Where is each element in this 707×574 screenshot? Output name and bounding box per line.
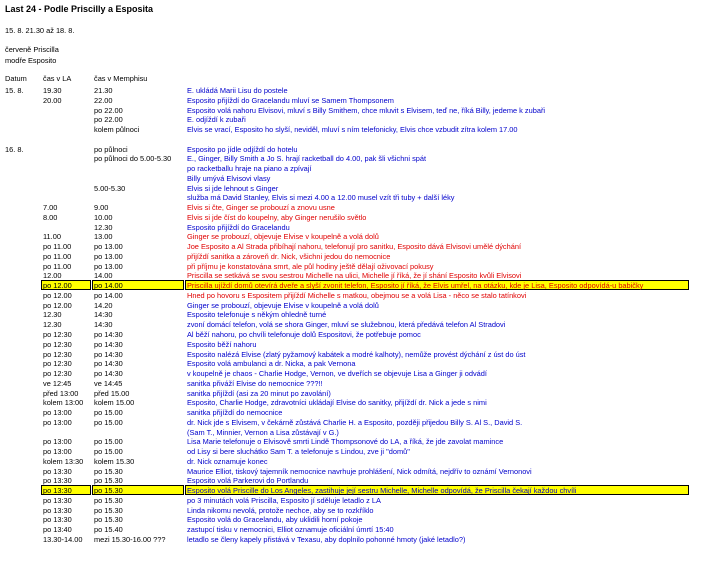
event-cell: při příjmu je konstatována smrt, ale půl hodiny ještě dělají oživovací pokusy [187,261,434,271]
event-cell: E. ukládá Marii Lisu do postele [187,86,288,95]
memphis-time-cell: 14:30 [94,320,113,330]
memphis-time-cell: ve 14:45 [94,378,123,388]
table-row [0,525,707,534]
event-cell: Esposito, Charlie Hodge, zdravotníci ukládají Elvise do sanitky, přijíždí dr. Nick a jede s nimi [187,398,487,408]
table-row [0,125,707,134]
event-cell: Esposito nalézá Elvise (zlatý pyžamový kabátek a modré kalhoty), nemůže provést dýchání z úst do úst [187,349,526,359]
event-cell: Esposito volá Priscille do Los Angeles, zastihuje její sestru Michelle, Michelle odpovídá, že Priscilla čekají každou chvíli [187,486,577,496]
la-time-cell: po 11.00 [43,242,72,252]
table-row [0,232,707,241]
memphis-time-cell: po 14.00 [94,281,123,291]
event-cell: po 3 minutách volá Priscilla, Esposito jí sděluje letadlo z LA [187,495,381,505]
page-title: Last 24 - Podle Priscilly a Esposita [5,4,154,14]
la-time-cell: po 12.00 [43,300,72,310]
memphis-time-cell: kolem 15.30 [94,456,135,466]
event-cell: Elvis si jde číst do koupelny, aby Ginger nerušilo světlo [187,212,367,222]
memphis-time-cell: kolem 15.00 [94,398,135,408]
header-memphis: čas v Memphisu [94,74,148,83]
la-time-cell: 12.00 [43,271,62,281]
table-row [0,310,707,319]
event-cell: (Sam T., Minnier, Vernon a Lisa zůstávají v G.) [187,427,339,437]
event-cell: sanitka přiváží Elvise do nemocnice ???!! [187,378,323,388]
table-row [0,291,707,300]
memphis-time-cell: po 14:30 [94,369,123,379]
memphis-time-cell: po 13.00 [94,242,123,252]
memphis-time-cell: po 15.00 [94,437,123,447]
la-time-cell: po 13:30 [43,486,72,496]
event-cell: služba má David Stanley, Elvis si mezi 4.00 a 12.00 musel vzít tři tuby + další léky [187,193,455,203]
table-row [0,486,707,495]
legend-esposito: modře Esposito [5,56,57,65]
event-cell: Lisa Marie telefonuje o Elvisově smrti Lindě Thompsonové do LA, a říká, že jde zavolat mamince [187,437,504,447]
memphis-time-cell: 5.00-5.30 [94,183,126,193]
event-cell: Maurice Elliot, tiskový tajemník nemocnice navrhuje prohlášení, Nick odmítá, nejdřív to oznámí Vernonovi [187,466,532,476]
event-cell: Elvis se vrací, Esposito ho slyší, neviděl, mluví s ním telefonicky, Elvis chce vzbudit zítra kolem 17.00 [187,125,518,135]
table-row [0,535,707,544]
memphis-time-cell: po 13.00 [94,261,123,271]
memphis-time-cell: po půlnoci [94,144,128,154]
memphis-time-cell: mezi 15.30-16.00 ??? [94,534,166,544]
event-cell: v koupelně je chaos - Charlie Hodge, Vernon, ve dveřích se objevuje Lisa a Ginger ji odvádí [187,369,487,379]
table-row [0,320,707,329]
la-time-cell: po 13:30 [43,505,72,515]
table-row [0,437,707,446]
memphis-time-cell: po 15.30 [94,486,123,496]
event-cell: Esposito volá nahoru Elvisovi, mluví s Billy Smithem, chce mluvit s Elvisem, teď ne, říká Billy, jedeme k zubaři [187,105,546,115]
memphis-time-cell: po 15.00 [94,408,123,418]
la-time-cell: po 13:00 [43,408,72,418]
la-time-cell: po 12.00 [43,290,72,300]
memphis-time-cell: po 15.40 [94,525,123,535]
la-time-cell: 19.30 [43,86,62,95]
period: 15. 8. 21.30 až 18. 8. [5,26,75,35]
event-cell: zvoní domácí telefon, volá se shora Ginger, mluví se služebnou, která předává telefon Al Stradovi [187,320,506,330]
table-row [0,135,707,144]
memphis-time-cell: po 15.00 [94,417,123,427]
header-la: čas v LA [43,74,72,83]
la-time-cell: 12.30 [43,320,62,330]
memphis-time-cell: před 15.00 [94,388,130,398]
event-cell: Esposito běží nahoru [187,339,257,349]
table-row [0,457,707,466]
table-row [0,496,707,505]
event-cell: po racketballu hraje na piano a zpívají [187,164,312,174]
la-time-cell: po 11.00 [43,261,72,271]
memphis-time-cell: po 14:30 [94,330,123,339]
memphis-time-cell: 14:30 [94,310,113,320]
la-time-cell: 7.00 [43,203,58,213]
memphis-time-cell: po 14:30 [94,359,123,369]
table-row [0,86,707,95]
event-cell: Elvis si jde lehnout s Ginger [187,183,279,193]
la-time-cell: po 13:00 [43,437,72,447]
table-row [0,223,707,232]
table-row [0,359,707,368]
table-row [0,145,707,154]
event-cell: Linda nikomu nevolá, protože nechce, aby se to rozkříklo [187,505,374,515]
la-time-cell: po 13:00 [43,447,72,457]
event-cell: Joe Esposito a Al Strada přibíhají nahoru, telefonují pro sanitku, Esposito dává Elvisovi umělé dýchání [187,242,522,252]
la-time-cell: po 12.00 [43,281,72,291]
table-row [0,515,707,524]
table-row [0,330,707,339]
table-row [0,271,707,280]
la-time-cell: po 12:30 [43,359,72,369]
table-row [0,164,707,173]
table-row [0,428,707,437]
event-cell: sanitka přijíždí (asi za 20 minut po zavolání) [187,388,331,398]
event-cell: dr. Nick jde s Elvisem, v čekárně zůstává Charlie H. a Esposito, později přijedou Billy S. Al S., David S. [187,417,523,427]
la-time-cell: 11.00 [43,232,61,242]
memphis-time-cell: po 14.00 [94,290,123,300]
table-row [0,174,707,183]
table-row [0,467,707,476]
event-cell: E., Ginger, Billy Smith a Jo S. hrají racketball do 4.00, pak šli všichni spát [187,154,427,164]
event-cell: Hned po hovoru s Espositem přijíždí Michelle s matkou, obejmou se a volá Lisa - něco se stalo tatínkovi [187,290,527,300]
la-time-cell: 8.00 [43,212,58,222]
memphis-time-cell: po 14:30 [94,349,123,359]
la-time-cell: 20.00 [43,95,62,105]
event-cell: Priscilla se setkává se svou sestrou Michelle na ulici, Michelle jí říká, že jí shání Esposito kvůli Elvisovi [187,271,522,281]
table-row [0,203,707,212]
la-time-cell: po 13:30 [43,515,72,525]
table-row [0,252,707,261]
memphis-time-cell: po 15.00 [94,447,123,457]
legend-priscilla: červeně Priscilla [5,45,59,54]
memphis-time-cell: 10.00 [94,212,113,222]
la-time-cell: po 12:30 [43,339,72,349]
table-row [0,379,707,388]
memphis-time-cell: po půlnoci do 5.00-5.30 [94,154,172,164]
la-time-cell: po 12:30 [43,330,72,339]
memphis-time-cell: 12.30 [94,222,113,232]
table-row [0,184,707,193]
la-time-cell: po 12:30 [43,349,72,359]
table-row [0,154,707,163]
event-cell: zastupcí tisku v nemocnici, Elliot oznamuje oficiální úmrtí 15:40 [187,525,394,535]
memphis-time-cell: po 15.30 [94,515,123,525]
table-row [0,115,707,124]
event-cell: Ginger se probouzí, objevuje Elvise v koupelně a volá dolů [187,232,379,242]
la-time-cell: po 13:40 [43,525,72,535]
memphis-time-cell: 22.00 [94,95,113,105]
date-cell: 16. 8. [5,144,24,154]
event-cell: Priscilla ujíždí domů otevírá dveře a slyší zvonit telefon, Esposito jí říká, že Elvis umřel, na otázku, kde je Lisa, Esposito odpovídá-u babičky [187,281,644,291]
header-datum: Datum [5,74,27,83]
event-cell: Esposito volá Parkerovi do Portlandu [187,476,309,486]
date-cell: 15. 8. [5,86,24,95]
event-cell: E. odjíždí k zubaři [187,115,246,125]
memphis-time-cell: po 22.00 [94,105,123,115]
la-time-cell: před 13:00 [43,388,79,398]
table-row [0,340,707,349]
event-cell: letadlo se členy kapely přistává v Texasu, aby doplnilo pohonné hmoty (jaké letadlo?) [187,534,466,544]
table-row [0,350,707,359]
table-row [0,106,707,115]
event-cell: přijíždí sanitka a zároveň dr. Nick, všichni jedou do nemocnice [187,251,391,261]
memphis-time-cell: po 14:30 [94,339,123,349]
event-cell: Esposito po jídle odjíždí do hotelu [187,144,298,154]
table-row [0,281,707,290]
la-time-cell: po 13:00 [43,417,72,427]
event-cell: Esposito volá ambulanci a dr. Nicka, a pak Vernona [187,359,356,369]
event-cell: sanitka přijíždí do nemocnice [187,408,283,418]
memphis-time-cell: 21.30 [94,86,113,95]
memphis-time-cell: po 15.30 [94,466,123,476]
event-cell: Billy umývá Elvisovi vlasy [187,173,271,183]
event-cell: dr. Nick oznamuje konec [187,456,268,466]
memphis-time-cell: po 15.30 [94,476,123,486]
la-time-cell: 12.30 [43,310,62,320]
memphis-time-cell: 14.00 [94,271,113,281]
event-cell: Esposito přijíždí do Gracelandu mluví se Samem Thompsonem [187,95,394,105]
table-row [0,193,707,202]
event-cell: od Lisy si bere sluchátko Sam T. a telefonuje s Lindou, zve ji "domů" [187,447,410,457]
table-row [0,301,707,310]
event-cell: Esposito přijíždí do Gracelandu [187,222,290,232]
table-row [0,242,707,251]
table-row [0,418,707,427]
table-row [0,398,707,407]
table-row [0,213,707,222]
table-row [0,447,707,456]
memphis-time-cell: kolem půlnoci [94,125,140,135]
la-time-cell: po 11.00 [43,251,72,261]
event-cell: Ginger se probouzí, objevuje Elvise v koupelně a volá dolů [187,300,379,310]
event-cell: Esposito volá do Gracelandu, aby uklidili horní pokoje [187,515,363,525]
la-time-cell: ve 12:45 [43,378,72,388]
table-row [0,408,707,417]
la-time-cell: po 13:30 [43,466,72,476]
table-row [0,476,707,485]
event-cell: Esposito telefonuje s někým ohledně turné [187,310,327,320]
memphis-time-cell: po 15.30 [94,495,123,505]
la-time-cell: po 13:30 [43,476,72,486]
la-time-cell: kolem 13:30 [43,456,84,466]
memphis-time-cell: 13.00 [94,232,113,242]
la-time-cell: po 13:30 [43,495,72,505]
table-row [0,389,707,398]
event-cell: Elvis si čte, Ginger se probouzí a znovu usne [187,203,335,213]
memphis-time-cell: po 13.00 [94,251,123,261]
event-cell: Al běží nahoru, po chvíli telefonuje dolů Espositovi, že potřebuje pomoc [187,330,421,339]
table-row [0,369,707,378]
la-time-cell: 13.30-14.00 [43,534,83,544]
memphis-time-cell: 14.20 [94,300,113,310]
la-time-cell: kolem 13:00 [43,398,84,408]
table-row [0,506,707,515]
la-time-cell: po 12:30 [43,369,72,379]
table-row [0,262,707,271]
memphis-time-cell: 9.00 [94,203,109,213]
memphis-time-cell: po 15.30 [94,505,123,515]
memphis-time-cell: po 22.00 [94,115,123,125]
table-row [0,96,707,105]
